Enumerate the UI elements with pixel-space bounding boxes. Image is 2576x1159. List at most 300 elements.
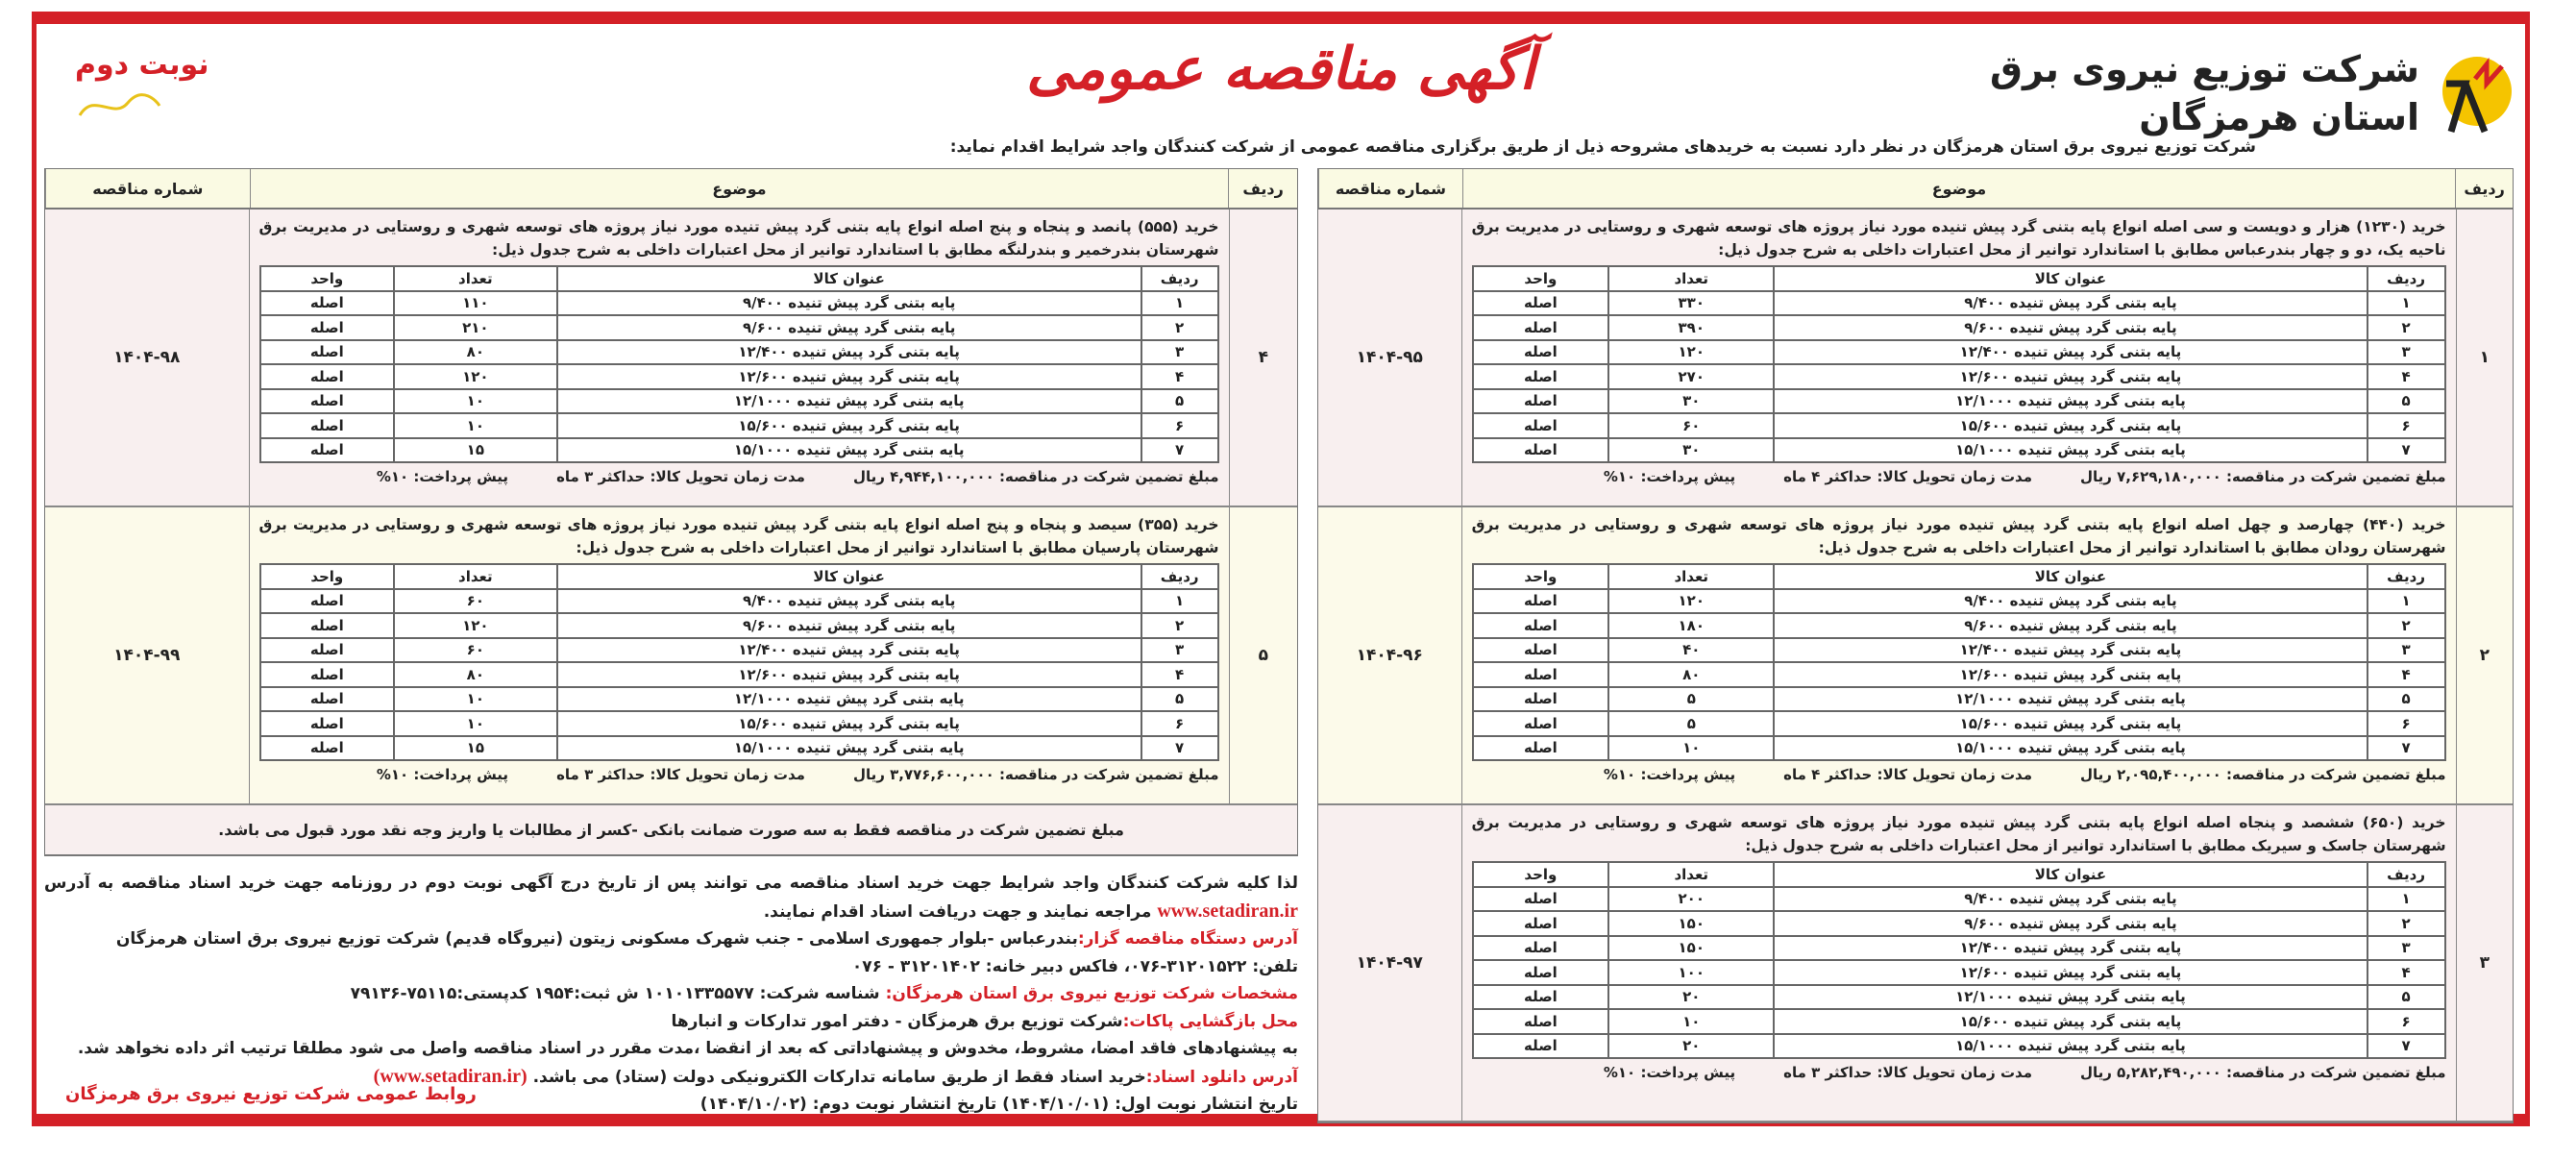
item-unit: اصله xyxy=(260,438,395,463)
footer-download: آدرس دانلود اسناد:خرید اسناد فقط از طریق سامانه تدارکات الکترونیکی دولت (ستاد) می باشد. (www.setadiran.ir) xyxy=(373,1065,1298,1087)
items-row xyxy=(260,589,1218,614)
items-row xyxy=(1473,389,2445,414)
item-row-number: ۵ xyxy=(2367,687,2445,712)
footer-opening-place: محل بازگشایی پاکات:شرکت توزیع برق هرمزگان - دفتر امور تدارکات و انبارها xyxy=(671,1011,1298,1031)
tender-body xyxy=(1461,805,2456,1121)
footer-instructions: لذا کلیه شرکت کنندگان واجد شرایط جهت خرید اسناد مناقصه می توانند پس از تاریخ درج آگهی نوبت دوم در روزنامه جهت خرید اسناد مناقصه به آدرس www.setadiran.ir مراجعه نمایند و جهت دریافت اسناد اقدام نمایند. xyxy=(44,874,1298,922)
items-header-cell: واحد xyxy=(1473,862,1609,887)
item-quantity: ۱۵۰ xyxy=(1608,936,1774,961)
tender-row-number: ۳ xyxy=(2456,805,2513,1121)
prepayment: پیش پرداخت: ۱۰% xyxy=(376,766,509,783)
item-unit: اصله xyxy=(1473,340,1609,365)
item-title: پایه بتنی گرد پیش تنیده ۱۲/۱۰۰۰ xyxy=(1774,985,2367,1010)
delivery-label: مدت زمان تحویل کالا: حداکثر xyxy=(1825,1064,2032,1081)
item-unit: اصله xyxy=(260,340,395,365)
item-title: پایه بتنی گرد پیش تنیده ۱۵/۱۰۰۰ xyxy=(1774,438,2367,463)
guarantee-label: مبلغ تضمین شرکت در مناقصه: xyxy=(998,766,1219,783)
item-row-number: ۶ xyxy=(1141,413,1218,438)
item-quantity: ۲۱۰ xyxy=(394,315,556,340)
items-row xyxy=(1473,985,2445,1010)
item-row-number: ۷ xyxy=(1141,438,1218,463)
item-quantity: ۱۲۰ xyxy=(394,613,556,638)
item-quantity: ۱۰ xyxy=(394,413,556,438)
item-quantity: ۱۰۰ xyxy=(1608,960,1774,985)
guarantee-amount: ۲,۰۹۵,۴۰۰,۰۰۰ xyxy=(2117,766,2221,783)
guarantee xyxy=(853,766,1219,783)
item-title: پایه بتنی گرد پیش تنیده ۹/۶۰۰ xyxy=(1774,613,2367,638)
setadiran-download-link[interactable]: (www.setadiran.ir) xyxy=(373,1065,527,1087)
item-row-number: ۷ xyxy=(1141,736,1218,761)
items-header-cell: عنوان کالا xyxy=(1774,564,2367,589)
header-row: ردیف xyxy=(1228,169,1297,208)
footer-phone: تلفن: ۳۱۲۰۱۵۲۲-۰۷۶، فاکس دبیر خانه: ۳۱۲۰۱۴۰۲ - ۰۷۶ xyxy=(851,956,1298,976)
signature: روابط عمومی شرکت توزیع نیروی برق هرمزگان xyxy=(65,1084,477,1104)
tender-number: ۱۴۰۴-۹۸ xyxy=(113,348,181,367)
item-quantity: ۸۰ xyxy=(1608,662,1774,687)
item-title: پایه بتنی گرد پیش تنیده ۱۲/۱۰۰۰ xyxy=(557,389,1141,414)
delivery xyxy=(556,468,805,485)
items-header-cell: واحد xyxy=(260,266,395,291)
tender-body xyxy=(249,210,1229,506)
setadiran-link[interactable]: www.setadiran.ir xyxy=(1157,900,1298,922)
item-row-number: ۱ xyxy=(2367,887,2445,912)
item-unit: اصله xyxy=(1473,985,1609,1010)
items-header-row xyxy=(1473,862,2445,887)
item-row-number: ۶ xyxy=(2367,1009,2445,1034)
guarantee-notice: مبلغ تضمین شرکت در مناقصه فقط به سه صورت ضمانت بانکی -کسر از مطالبات یا واریز وجه نقد مورد قبول می باشد. xyxy=(45,805,1297,855)
items-header-cell: ردیف xyxy=(1141,266,1218,291)
item-quantity: ۵ xyxy=(1608,687,1774,712)
item-unit: اصله xyxy=(1473,413,1609,438)
item-title: پایه بتنی گرد پیش تنیده ۱۲/۶۰۰ xyxy=(557,662,1141,687)
items-row xyxy=(1473,638,2445,663)
item-row-number: ۳ xyxy=(1141,638,1218,663)
round-badge: نوبت دوم xyxy=(75,48,209,82)
items-row xyxy=(260,291,1218,316)
month-label: ماه xyxy=(1783,766,1806,783)
item-quantity: ۲۰۰ xyxy=(1608,887,1774,912)
tender-section xyxy=(1318,805,2513,1122)
rial-label: ریال xyxy=(852,766,885,783)
guarantee xyxy=(853,468,1219,485)
delivery-label: مدت زمان تحویل کالا: حداکثر xyxy=(1825,766,2032,783)
item-unit: اصله xyxy=(1473,911,1609,936)
tender-row-number: ۴ xyxy=(1229,210,1298,506)
item-row-number: ۴ xyxy=(2367,662,2445,687)
item-title: پایه بتنی گرد پیش تنیده ۱۲/۴۰۰ xyxy=(1774,340,2367,365)
item-title: پایه بتنی گرد پیش تنیده ۱۲/۴۰۰ xyxy=(557,340,1141,365)
delivery xyxy=(556,766,805,783)
item-quantity: ۱۰ xyxy=(394,687,556,712)
item-title: پایه بتنی گرد پیش تنیده ۱۵/۶۰۰ xyxy=(1774,413,2367,438)
item-title: پایه بتنی گرد پیش تنیده ۹/۶۰۰ xyxy=(557,315,1141,340)
item-quantity: ۲۰ xyxy=(1608,1034,1774,1059)
tender-description: خرید (۴۴۰) چهارصد و چهل اصله انواع پایه بتنی گرد پیش تنیده مورد نیاز پروژه های توسعه شهری و روستایی در مدیریت برق شهرستان رودان مطابق با استاندارد توانیر از محل اعتبارات داخلی به شرح جدول ذیل: xyxy=(1471,516,2446,556)
tender-terms xyxy=(259,468,1219,485)
items-row xyxy=(260,687,1218,712)
tender-description: خرید (۱۲۳۰) هزار و دویست و سی اصله انواع پایه بتنی گرد پیش تنیده مورد نیاز پروژه های توسعه شهری و روستایی در مدیریت برق ناحیه یک، دو و چهار بندرعباس مطابق با استاندارد توانیر از محل اعتبارات داخلی به شرح جدول ذیل: xyxy=(1471,218,2446,259)
header xyxy=(37,24,2525,168)
items-row xyxy=(1473,438,2445,463)
tender-terms xyxy=(1472,468,2446,485)
month-label: ماه xyxy=(556,468,579,485)
delivery xyxy=(1783,468,2032,485)
tenders-left-column xyxy=(44,168,1298,856)
item-row-number: ۵ xyxy=(2367,985,2445,1010)
footer-rule: به پیشنهادهای فاقد امضا، مشروط، مخدوش و پیشنهاداتی که بعد از انقضا ،مدت مقرر در اسناد مناقصه واصل می شود مطلقا ترتیب اثر داده نخواهد شد. xyxy=(77,1039,1298,1058)
item-row-number: ۶ xyxy=(2367,711,2445,736)
item-quantity: ۱۰ xyxy=(394,711,556,736)
item-title: پایه بتنی گرد پیش تنیده ۹/۴۰۰ xyxy=(1774,291,2367,316)
tender-section xyxy=(1318,507,2513,805)
item-row-number: ۱ xyxy=(1141,589,1218,614)
item-unit: اصله xyxy=(1473,315,1609,340)
item-quantity: ۱۵ xyxy=(394,438,556,463)
items-header-row xyxy=(260,564,1218,589)
guarantee-amount: ۴,۹۴۴,۱۰۰,۰۰۰ xyxy=(890,468,994,485)
item-unit: اصله xyxy=(1473,687,1609,712)
item-unit: اصله xyxy=(1473,736,1609,761)
items-row xyxy=(1473,736,2445,761)
delivery-months: ۴ xyxy=(1811,468,1821,485)
item-title: پایه بتنی گرد پیش تنیده ۱۵/۱۰۰۰ xyxy=(1774,1034,2367,1059)
rial-label: ریال xyxy=(2080,766,2112,783)
guarantee-label: مبلغ تضمین شرکت در مناقصه: xyxy=(2226,468,2446,485)
guarantee-amount: ۳,۷۷۶,۶۰۰,۰۰۰ xyxy=(890,766,994,783)
header-row: ردیف xyxy=(2455,169,2513,208)
items-header-cell: عنوان کالا xyxy=(1774,862,2367,887)
company-name-line1: شرکت توزیع نیروی برق xyxy=(1990,48,2419,90)
tender-row-number: ۵ xyxy=(1229,507,1298,803)
item-quantity: ۶۰ xyxy=(1608,413,1774,438)
items-row xyxy=(260,389,1218,414)
delivery xyxy=(1783,766,2032,783)
item-quantity: ۱۰ xyxy=(1608,736,1774,761)
guarantee xyxy=(2080,766,2446,783)
prepayment: پیش پرداخت: ۱۰% xyxy=(1603,766,1736,783)
items-row xyxy=(260,662,1218,687)
item-row-number: ۲ xyxy=(1141,315,1218,340)
item-quantity: ۳۰ xyxy=(1608,389,1774,414)
item-title: پایه بتنی گرد پیش تنیده ۱۵/۶۰۰ xyxy=(557,711,1141,736)
tender-terms xyxy=(1472,1064,2446,1081)
items-row xyxy=(1473,711,2445,736)
items-row xyxy=(1473,340,2445,365)
items-table xyxy=(259,563,1219,761)
item-title: پایه بتنی گرد پیش تنیده ۱۵/۶۰۰ xyxy=(557,413,1141,438)
tender-ad xyxy=(32,12,2530,1126)
item-unit: اصله xyxy=(1473,662,1609,687)
tender-number: ۱۴۰۴-۹۹ xyxy=(113,646,181,665)
items-row xyxy=(1473,291,2445,316)
item-quantity: ۱۲۰ xyxy=(1608,340,1774,365)
header-subject: موضوع xyxy=(250,169,1228,208)
item-row-number: ۴ xyxy=(2367,960,2445,985)
item-unit: اصله xyxy=(1473,1009,1609,1034)
items-row xyxy=(1473,911,2445,936)
tenders-right-column xyxy=(1317,168,2514,1123)
rial-label: ریال xyxy=(2080,468,2112,485)
month-label: ماه xyxy=(556,766,579,783)
items-row xyxy=(260,340,1218,365)
item-row-number: ۳ xyxy=(2367,340,2445,365)
guarantee-label: مبلغ تضمین شرکت در مناقصه: xyxy=(2226,1064,2446,1081)
decorative-swirl-icon xyxy=(75,91,161,120)
item-title: پایه بتنی گرد پیش تنیده ۱۲/۶۰۰ xyxy=(1774,960,2367,985)
delivery-months: ۴ xyxy=(1811,766,1821,783)
item-row-number: ۲ xyxy=(2367,315,2445,340)
items-table xyxy=(1472,265,2446,463)
items-row xyxy=(260,711,1218,736)
item-title: پایه بتنی گرد پیش تنیده ۱۲/۴۰۰ xyxy=(1774,936,2367,961)
items-header-cell: عنوان کالا xyxy=(1774,266,2367,291)
item-title: پایه بتنی گرد پیش تنیده ۹/۴۰۰ xyxy=(557,589,1141,614)
item-unit: اصله xyxy=(260,413,395,438)
items-row xyxy=(1473,687,2445,712)
item-quantity: ۱۱۰ xyxy=(394,291,556,316)
item-unit: اصله xyxy=(1473,638,1609,663)
tender-section xyxy=(45,507,1297,805)
items-header-row xyxy=(1473,266,2445,291)
items-header-cell: تعداد xyxy=(394,564,556,589)
item-unit: اصله xyxy=(260,638,395,663)
page-title: آگهی مناقصه عمومی xyxy=(1026,36,1535,103)
item-row-number: ۳ xyxy=(2367,638,2445,663)
item-unit: اصله xyxy=(1473,364,1609,389)
items-header-cell: عنوان کالا xyxy=(557,266,1141,291)
delivery-label: مدت زمان تحویل کالا: حداکثر xyxy=(1825,468,2032,485)
items-header-cell: ردیف xyxy=(1141,564,1218,589)
item-title: پایه بتنی گرد پیش تنیده ۹/۶۰۰ xyxy=(1774,315,2367,340)
item-quantity: ۱۵ xyxy=(394,736,556,761)
item-unit: اصله xyxy=(260,364,395,389)
items-row xyxy=(1473,662,2445,687)
header-tender-no: شماره مناقصه xyxy=(45,169,250,208)
item-row-number: ۶ xyxy=(1141,711,1218,736)
guarantee xyxy=(2080,468,2446,485)
items-table xyxy=(1472,861,2446,1059)
tender-row-number: ۱ xyxy=(2456,210,2513,506)
delivery-label: مدت زمان تحویل کالا: حداکثر xyxy=(598,468,805,485)
item-title: پایه بتنی گرد پیش تنیده ۱۵/۱۰۰۰ xyxy=(557,736,1141,761)
table-header-row xyxy=(1318,169,2513,210)
item-title: پایه بتنی گرد پیش تنیده ۱۲/۶۰۰ xyxy=(557,364,1141,389)
item-unit: اصله xyxy=(260,315,395,340)
delivery-months: ۳ xyxy=(584,468,594,485)
guarantee-amount: ۷,۶۲۹,۱۸۰,۰۰۰ xyxy=(2117,468,2221,485)
item-title: پایه بتنی گرد پیش تنیده ۱۵/۱۰۰۰ xyxy=(1774,736,2367,761)
item-row-number: ۴ xyxy=(1141,364,1218,389)
item-row-number: ۱ xyxy=(2367,589,2445,614)
footer-dates: تاریخ انتشار نوبت اول: (۱۴۰۴/۱۰/۰۱) تاریخ انتشار نوبت دوم: (۱۴۰۴/۱۰/۰۲) xyxy=(699,1095,1298,1114)
item-quantity: ۱۲۰ xyxy=(1608,589,1774,614)
items-row xyxy=(1473,887,2445,912)
tender-section xyxy=(1318,210,2513,507)
item-title: پایه بتنی گرد پیش تنیده ۱۲/۶۰۰ xyxy=(1774,662,2367,687)
header-tender-no: شماره مناقصه xyxy=(1318,169,1462,208)
item-row-number: ۱ xyxy=(1141,291,1218,316)
items-row xyxy=(260,413,1218,438)
items-header-cell: تعداد xyxy=(1608,862,1774,887)
tender-number: ۱۴۰۴-۹۷ xyxy=(1356,953,1423,973)
item-quantity: ۳۰ xyxy=(1608,438,1774,463)
item-row-number: ۶ xyxy=(2367,413,2445,438)
tender-row-number: ۲ xyxy=(2456,507,2513,803)
item-quantity: ۴۰ xyxy=(1608,638,1774,663)
item-title: پایه بتنی گرد پیش تنیده ۱۵/۶۰۰ xyxy=(1774,711,2367,736)
item-unit: اصله xyxy=(260,589,395,614)
tender-body xyxy=(1461,210,2456,506)
tender-terms xyxy=(1472,766,2446,783)
item-title: پایه بتنی گرد پیش تنیده ۱۲/۴۰۰ xyxy=(1774,638,2367,663)
item-row-number: ۴ xyxy=(1141,662,1218,687)
item-row-number: ۲ xyxy=(2367,613,2445,638)
items-table xyxy=(1472,563,2446,761)
item-unit: اصله xyxy=(1473,960,1609,985)
item-row-number: ۷ xyxy=(2367,1034,2445,1059)
items-header-cell: عنوان کالا xyxy=(557,564,1141,589)
items-row xyxy=(1473,315,2445,340)
items-row xyxy=(1473,936,2445,961)
item-title: پایه بتنی گرد پیش تنیده ۹/۴۰۰ xyxy=(557,291,1141,316)
items-header-cell: واحد xyxy=(260,564,395,589)
items-header-cell: واحد xyxy=(1473,564,1609,589)
table-header-row xyxy=(45,169,1297,210)
items-row xyxy=(260,315,1218,340)
item-unit: اصله xyxy=(260,687,395,712)
item-quantity: ۲۰ xyxy=(1608,985,1774,1010)
prepayment: پیش پرداخت: ۱۰% xyxy=(1603,1064,1736,1081)
item-title: پایه بتنی گرد پیش تنیده ۱۲/۱۰۰۰ xyxy=(557,687,1141,712)
items-header-row xyxy=(260,266,1218,291)
item-quantity: ۲۷۰ xyxy=(1608,364,1774,389)
guarantee xyxy=(2080,1064,2446,1081)
item-row-number: ۳ xyxy=(2367,936,2445,961)
item-unit: اصله xyxy=(260,291,395,316)
items-row xyxy=(1473,613,2445,638)
item-unit: اصله xyxy=(1473,613,1609,638)
tender-number: ۱۴۰۴-۹۵ xyxy=(1356,348,1423,367)
items-row xyxy=(260,438,1218,463)
item-title: پایه بتنی گرد پیش تنیده ۱۵/۶۰۰ xyxy=(1774,1009,2367,1034)
item-title: پایه بتنی گرد پیش تنیده ۹/۶۰۰ xyxy=(1774,911,2367,936)
item-title: پایه بتنی گرد پیش تنیده ۹/۴۰۰ xyxy=(1774,887,2367,912)
item-title: پایه بتنی گرد پیش تنیده ۱۵/۱۰۰۰ xyxy=(557,438,1141,463)
items-table xyxy=(259,265,1219,463)
tender-description: خرید (۵۵۵) پانصد و پنجاه و پنج اصله انواع پایه بتنی گرد پیش تنیده مورد نیاز پروژه های توسعه شهری و روستایی در مدیریت برق شهرستان بندرخمیر و بندرلنگه مطابق با استاندارد توانیر از محل اعتبارات داخلی به شرح جدول ذیل: xyxy=(258,218,1219,259)
tender-number: ۱۴۰۴-۹۶ xyxy=(1356,646,1423,665)
item-unit: اصله xyxy=(1473,1034,1609,1059)
delivery xyxy=(1783,1064,2032,1081)
guarantee-amount: ۵,۲۸۲,۴۹۰,۰۰۰ xyxy=(2117,1064,2221,1081)
tender-description: خرید (۶۵۰) ششصد و پنجاه اصله انواع پایه بتنی گرد پیش تنیده مورد نیاز پروژه های توسعه شهری و روستایی در مدیریت برق شهرستان جاسک و سیریک مطابق با استاندارد توانیر از محل اعتبارات داخلی به شرح جدول ذیل: xyxy=(1471,814,2446,854)
month-label: ماه xyxy=(1783,468,1806,485)
items-header-cell: تعداد xyxy=(1608,266,1774,291)
items-header-cell: تعداد xyxy=(1608,564,1774,589)
rial-label: ریال xyxy=(2080,1064,2112,1081)
items-row xyxy=(1473,1034,2445,1059)
item-quantity: ۱۰ xyxy=(394,389,556,414)
item-unit: اصله xyxy=(1473,438,1609,463)
items-row xyxy=(260,736,1218,761)
delivery-label: مدت زمان تحویل کالا: حداکثر xyxy=(598,766,805,783)
item-unit: اصله xyxy=(1473,291,1609,316)
item-unit: اصله xyxy=(260,711,395,736)
item-unit: اصله xyxy=(1473,936,1609,961)
month-label: ماه xyxy=(1783,1064,1806,1081)
item-quantity: ۱۲۰ xyxy=(394,364,556,389)
items-row xyxy=(260,638,1218,663)
header-subject: موضوع xyxy=(1462,169,2455,208)
tender-body xyxy=(1461,507,2456,803)
item-quantity: ۸۰ xyxy=(394,662,556,687)
footer-address: آدرس دستگاه مناقصه گزار:بندرعباس -بلوار جمهوری اسلامی - جنب شهرک مسکونی زیتون (نیروگاه قدیم) شرکت توزیع نیروی برق استان هرمزگان xyxy=(115,929,1298,949)
item-row-number: ۷ xyxy=(2367,438,2445,463)
items-row xyxy=(1473,1009,2445,1034)
item-unit: اصله xyxy=(1473,589,1609,614)
items-row xyxy=(1473,413,2445,438)
item-title: پایه بتنی گرد پیش تنیده ۱۲/۴۰۰ xyxy=(557,638,1141,663)
item-unit: اصله xyxy=(260,662,395,687)
guarantee-label: مبلغ تضمین شرکت در مناقصه: xyxy=(998,468,1219,485)
item-quantity: ۱۰ xyxy=(1608,1009,1774,1034)
item-title: پایه بتنی گرد پیش تنیده ۹/۶۰۰ xyxy=(557,613,1141,638)
item-unit: اصله xyxy=(260,613,395,638)
item-row-number: ۵ xyxy=(1141,389,1218,414)
tender-section xyxy=(45,210,1297,507)
rial-label: ریال xyxy=(852,468,885,485)
item-row-number: ۱ xyxy=(2367,291,2445,316)
item-unit: اصله xyxy=(1473,887,1609,912)
item-row-number: ۲ xyxy=(2367,911,2445,936)
item-quantity: ۶۰ xyxy=(394,589,556,614)
footer-text xyxy=(44,870,1298,1119)
item-row-number: ۲ xyxy=(1141,613,1218,638)
items-row xyxy=(1473,364,2445,389)
prepayment: پیش پرداخت: ۱۰% xyxy=(1603,468,1736,485)
item-quantity: ۱۵۰ xyxy=(1608,911,1774,936)
prepayment: پیش پرداخت: ۱۰% xyxy=(376,468,509,485)
items-header-cell: ردیف xyxy=(2367,564,2445,589)
items-header-cell: واحد xyxy=(1473,266,1609,291)
item-title: پایه بتنی گرد پیش تنیده ۱۲/۶۰۰ xyxy=(1774,364,2367,389)
tender-description: خرید (۳۵۵) سیصد و پنجاه و پنج اصله انواع پایه بتنی گرد پیش تنیده مورد نیاز پروژه های توسعه شهری و روستایی در مدیریت برق شهرستان پارسیان مطابق با استاندارد توانیر از محل اعتبارات داخلی به شرح جدول ذیل: xyxy=(258,516,1219,556)
items-row xyxy=(260,613,1218,638)
delivery-months: ۳ xyxy=(1811,1064,1821,1081)
item-unit: اصله xyxy=(260,389,395,414)
item-unit: اصله xyxy=(1473,711,1609,736)
item-row-number: ۵ xyxy=(1141,687,1218,712)
company-name-line2: استان هرمزگان xyxy=(2139,96,2419,138)
item-unit: اصله xyxy=(1473,389,1609,414)
item-row-number: ۷ xyxy=(2367,736,2445,761)
item-title: پایه بتنی گرد پیش تنیده ۱۲/۱۰۰۰ xyxy=(1774,687,2367,712)
items-header-cell: ردیف xyxy=(2367,862,2445,887)
item-title: پایه بتنی گرد پیش تنیده ۹/۴۰۰ xyxy=(1774,589,2367,614)
tender-terms xyxy=(259,766,1219,783)
item-title: پایه بتنی گرد پیش تنیده ۱۲/۱۰۰۰ xyxy=(1774,389,2367,414)
item-row-number: ۵ xyxy=(2367,389,2445,414)
item-row-number: ۴ xyxy=(2367,364,2445,389)
items-row xyxy=(260,364,1218,389)
intro-text: شرکت توزیع نیروی برق استان هرمزگان در نظر دارد نسبت به خریدهای مشروحه ذیل از طریق برگزاری مناقصه عمومی از شرکت کنندگان واجد شرایط اقدام نماید: xyxy=(949,137,2256,157)
item-row-number: ۳ xyxy=(1141,340,1218,365)
item-quantity: ۳۳۰ xyxy=(1608,291,1774,316)
footer-company-spec: مشخصات شرکت توزیع نیروی برق استان هرمزگان: شناسه شرکت: ۱۰۱۰۱۳۳۵۵۷۷ ش ثبت:۱۹۵۴ کدپستی:۷۵۱۱۵-۷۹۱۳۶ xyxy=(350,984,1298,1003)
delivery-months: ۳ xyxy=(584,766,594,783)
item-quantity: ۸۰ xyxy=(394,340,556,365)
items-row xyxy=(1473,960,2445,985)
